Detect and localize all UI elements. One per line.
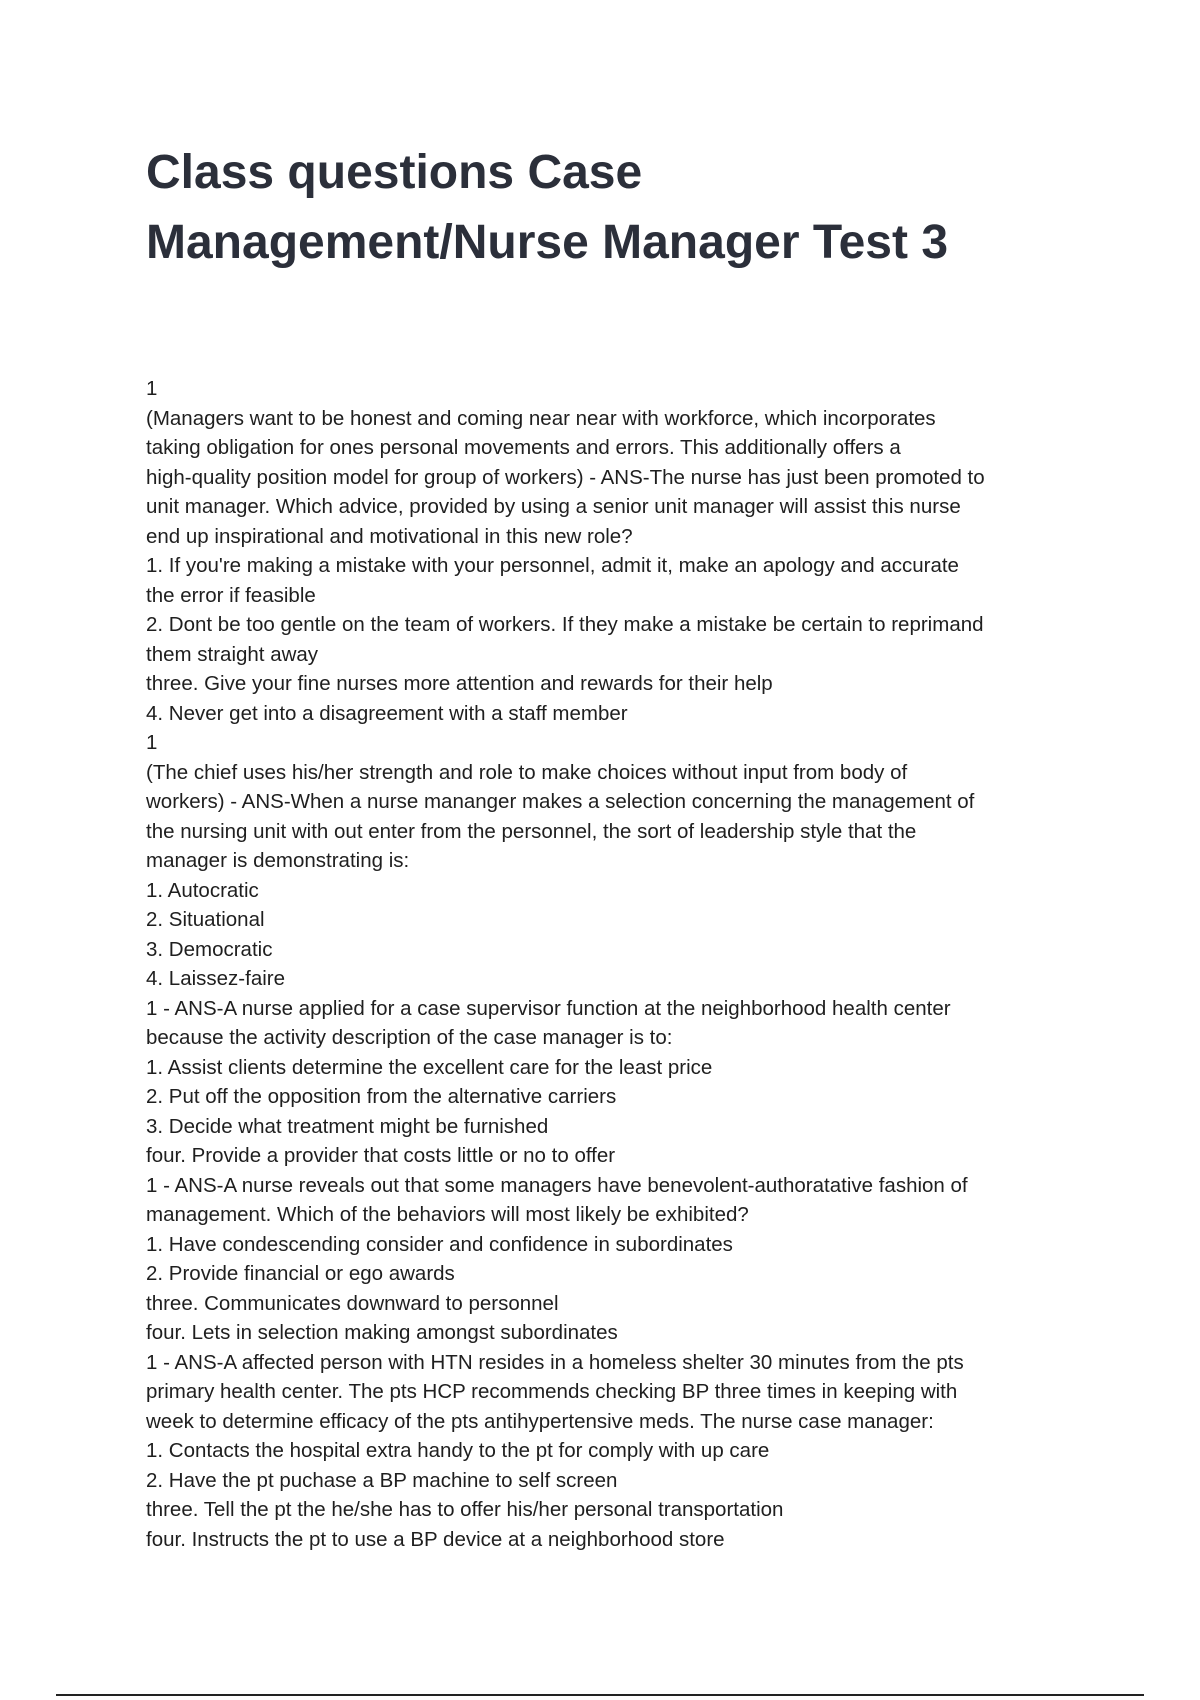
text-line: high-quality position model for group of workers) - ANS-The nurse has just been promoted to bbox=[146, 465, 985, 489]
text-line: 1 - ANS-A nurse reveals out that some managers have benevolent-authoratative fashion of bbox=[146, 1173, 968, 1197]
text-line: unit manager. Which advice, provided by using a senior unit manager will assist this nurse bbox=[146, 495, 961, 518]
text-line: management. Which of the behaviors will most likely be exhibited? bbox=[146, 1203, 749, 1226]
text-line: four. Instructs the pt to use a BP device at a neighborhood store bbox=[146, 1527, 725, 1551]
text-line: 4. Never get into a disagreement with a staff member bbox=[146, 701, 628, 725]
text-line: 4. Laissez-faire bbox=[146, 967, 286, 990]
text-line: manager is demonstrating is: bbox=[146, 849, 410, 872]
text-line: 1. Assist clients determine the excellent care for the least price bbox=[146, 1055, 713, 1079]
text-line: the error if feasible bbox=[146, 583, 316, 607]
text-line: 1 - ANS-A affected person with HTN resides in a homeless shelter 30 minutes from the pts bbox=[146, 1350, 964, 1374]
text-line: taking obligation for ones personal movements and errors. This additionally offers a bbox=[146, 436, 901, 459]
text-line: because the activity description of the case manager is to: bbox=[146, 1026, 673, 1049]
text-line: four. Provide a provider that costs little or no to offer bbox=[146, 1144, 616, 1167]
text-line: end up inspirational and motivational in this new role? bbox=[146, 524, 633, 548]
text-line: workers) - ANS-When a nurse mananger makes a selection concerning the management of bbox=[146, 790, 975, 813]
text-line: three. Tell the pt the he/she has to offer his/her personal transportation bbox=[146, 1498, 784, 1521]
text-line: 1 - ANS-A nurse applied for a case supervisor function at the neighborhood health center bbox=[146, 996, 951, 1020]
text-line: 1. Contacts the hospital extra handy to the pt for comply with up care bbox=[146, 1439, 770, 1462]
text-line: three. Give your fine nurses more attention and rewards for their help bbox=[146, 672, 773, 695]
text-line: 2. Provide financial or ego awards bbox=[146, 1262, 455, 1285]
text-line: 2. Situational bbox=[146, 908, 265, 931]
text-line: 2. Put off the opposition from the alternative carriers bbox=[146, 1085, 617, 1108]
document-body bbox=[146, 374, 1076, 1554]
text-line: four. Lets in selection making amongst subordinates bbox=[146, 1321, 618, 1344]
text-line: 1 bbox=[146, 377, 158, 400]
text-line: 1 bbox=[146, 731, 158, 754]
text-line: three. Communicates downward to personnel bbox=[146, 1291, 559, 1315]
text-line: 1. Have condescending consider and confidence in subordinates bbox=[146, 1232, 733, 1256]
text-line: primary health center. The pts HCP recommends checking BP three times in keeping with bbox=[146, 1380, 958, 1403]
text-line: 1. Autocratic bbox=[146, 878, 259, 902]
document-title bbox=[146, 138, 1106, 278]
text-line: 3. Democratic bbox=[146, 937, 273, 961]
page-bottom-divider bbox=[56, 1694, 1144, 1696]
title-line: Management/Nurse Manager Test 3 bbox=[146, 216, 949, 269]
text-line: the nursing unit with out enter from the personnel, the sort of leadership style that the bbox=[146, 819, 917, 843]
text-line: 2. Have the pt puchase a BP machine to self screen bbox=[146, 1468, 618, 1492]
text-line: (Managers want to be honest and coming near near with workforce, which incorporates bbox=[146, 406, 936, 430]
text-line: them straight away bbox=[146, 642, 319, 666]
text-line: 2. Dont be too gentle on the team of workers. If they make a mistake be certain to reprimand bbox=[146, 613, 984, 636]
text-line: (The chief uses his/her strength and role to make choices without input from body of bbox=[146, 760, 908, 784]
text-line: 3. Decide what treatment might be furnished bbox=[146, 1114, 549, 1138]
text-line: week to determine efficacy of the pts antihypertensive meds. The nurse case manager: bbox=[146, 1409, 934, 1433]
text-line: 1. If you're making a mistake with your personnel, admit it, make an apology and accurate bbox=[146, 554, 959, 577]
title-line: Class questions Case bbox=[146, 146, 643, 199]
